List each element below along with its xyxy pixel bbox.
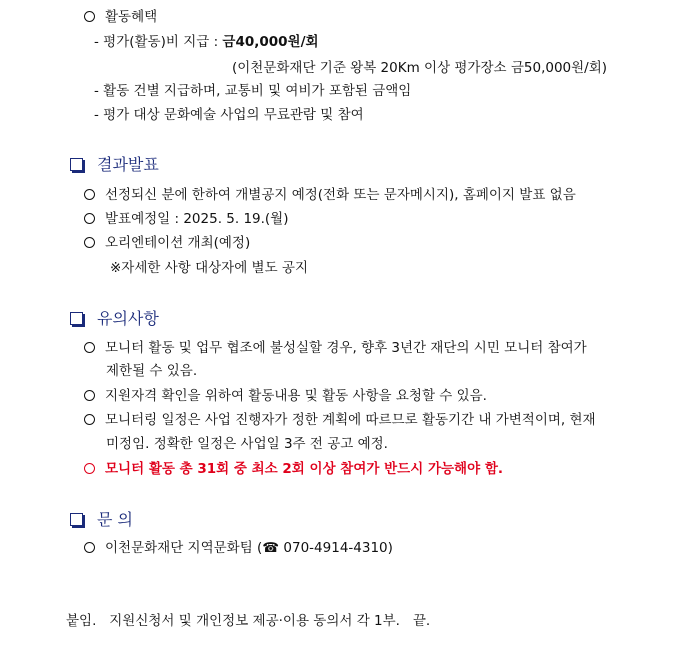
results-item-text: 발표예정일 : 2025. 5. 19.(월): [105, 211, 289, 227]
benefits-line-2: - 활동 건별 지급하며, 교통비 및 여비가 포함된 금액임: [94, 83, 412, 99]
notes-item-1-continued: 제한될 수 있음.: [106, 363, 198, 379]
circle-bullet-icon: [84, 390, 95, 401]
notes-item-3-continued: 미정임. 정확한 일정은 사업일 3주 전 공고 예정.: [106, 436, 388, 452]
circle-bullet-icon: [84, 542, 95, 553]
results-item-2: [84, 210, 289, 228]
results-heading-label: 결과발표: [97, 155, 159, 174]
benefits-line-3: - 평가 대상 문화예술 사업의 무료관람 및 참여: [94, 107, 364, 123]
notes-item-text: 지원자격 확인을 위하여 활동내용 및 활동 사항을 요청할 수 있음.: [105, 388, 487, 404]
benefits-line-1: [94, 33, 319, 51]
notes-item-1: [84, 339, 587, 357]
circle-bullet-icon: [84, 342, 95, 353]
notes-item-text-emphasis: 모니터 활동 총 31회 중 최소 2회 이상 참여가 반드시 가능해야 함.: [105, 461, 503, 477]
results-item-1: [84, 186, 576, 204]
circle-bullet-icon: [84, 11, 95, 22]
checkbox-square-icon: [70, 513, 83, 526]
results-item-3: [84, 234, 250, 252]
notes-item-text: 모니터링 일정은 사업 진행자가 정한 계획에 따르므로 활동기간 내 가변적이며, 현재: [105, 412, 596, 428]
checkbox-square-icon: [70, 158, 83, 171]
contact-heading-label: 문 의: [97, 510, 133, 529]
notes-item-4-emphasis: [84, 460, 503, 478]
notes-item-text: 모니터 활동 및 업무 협조에 불성실할 경우, 향후 3년간 재단의 시민 모니터 참여가: [105, 340, 587, 356]
circle-bullet-icon: [84, 414, 95, 425]
notes-item-3: [84, 411, 596, 429]
contact-item-text: 이천문화재단 지역문화팀 (☎ 070-4914-4310): [105, 540, 393, 556]
benefits-item: [84, 8, 157, 26]
circle-bullet-icon: [84, 189, 95, 200]
notes-heading-label: 유의사항: [97, 309, 159, 328]
benefits-line1-note: (이천문화재단 기준 왕복 20Km 이상 평가장소 금50,000원/회): [232, 60, 608, 76]
benefits-line1-prefix: - 평가(활동)비 지급 :: [94, 34, 223, 50]
circle-bullet-icon: [84, 463, 95, 474]
circle-bullet-icon: [84, 213, 95, 224]
notes-heading: [70, 310, 159, 328]
results-heading: [70, 156, 159, 174]
attachment-line: 붙임. 지원신청서 및 개인정보 제공·이용 동의서 각 1부. 끝.: [66, 613, 431, 629]
contact-item: [84, 539, 393, 557]
results-note: ※자세한 사항 대상자에 별도 공지: [110, 260, 309, 276]
notes-item-2: [84, 387, 487, 405]
benefits-title: 활동혜택: [105, 9, 158, 25]
checkbox-square-icon: [70, 312, 83, 325]
results-item-text: 오리엔테이션 개최(예정): [105, 235, 251, 251]
contact-heading: [70, 511, 133, 529]
circle-bullet-icon: [84, 237, 95, 248]
benefits-line1-amount: 금40,000원/회: [222, 34, 319, 50]
results-item-text: 선정되신 분에 한하여 개별공지 예정(전화 또는 문자메시지), 홈페이지 발표 없음: [105, 187, 576, 203]
